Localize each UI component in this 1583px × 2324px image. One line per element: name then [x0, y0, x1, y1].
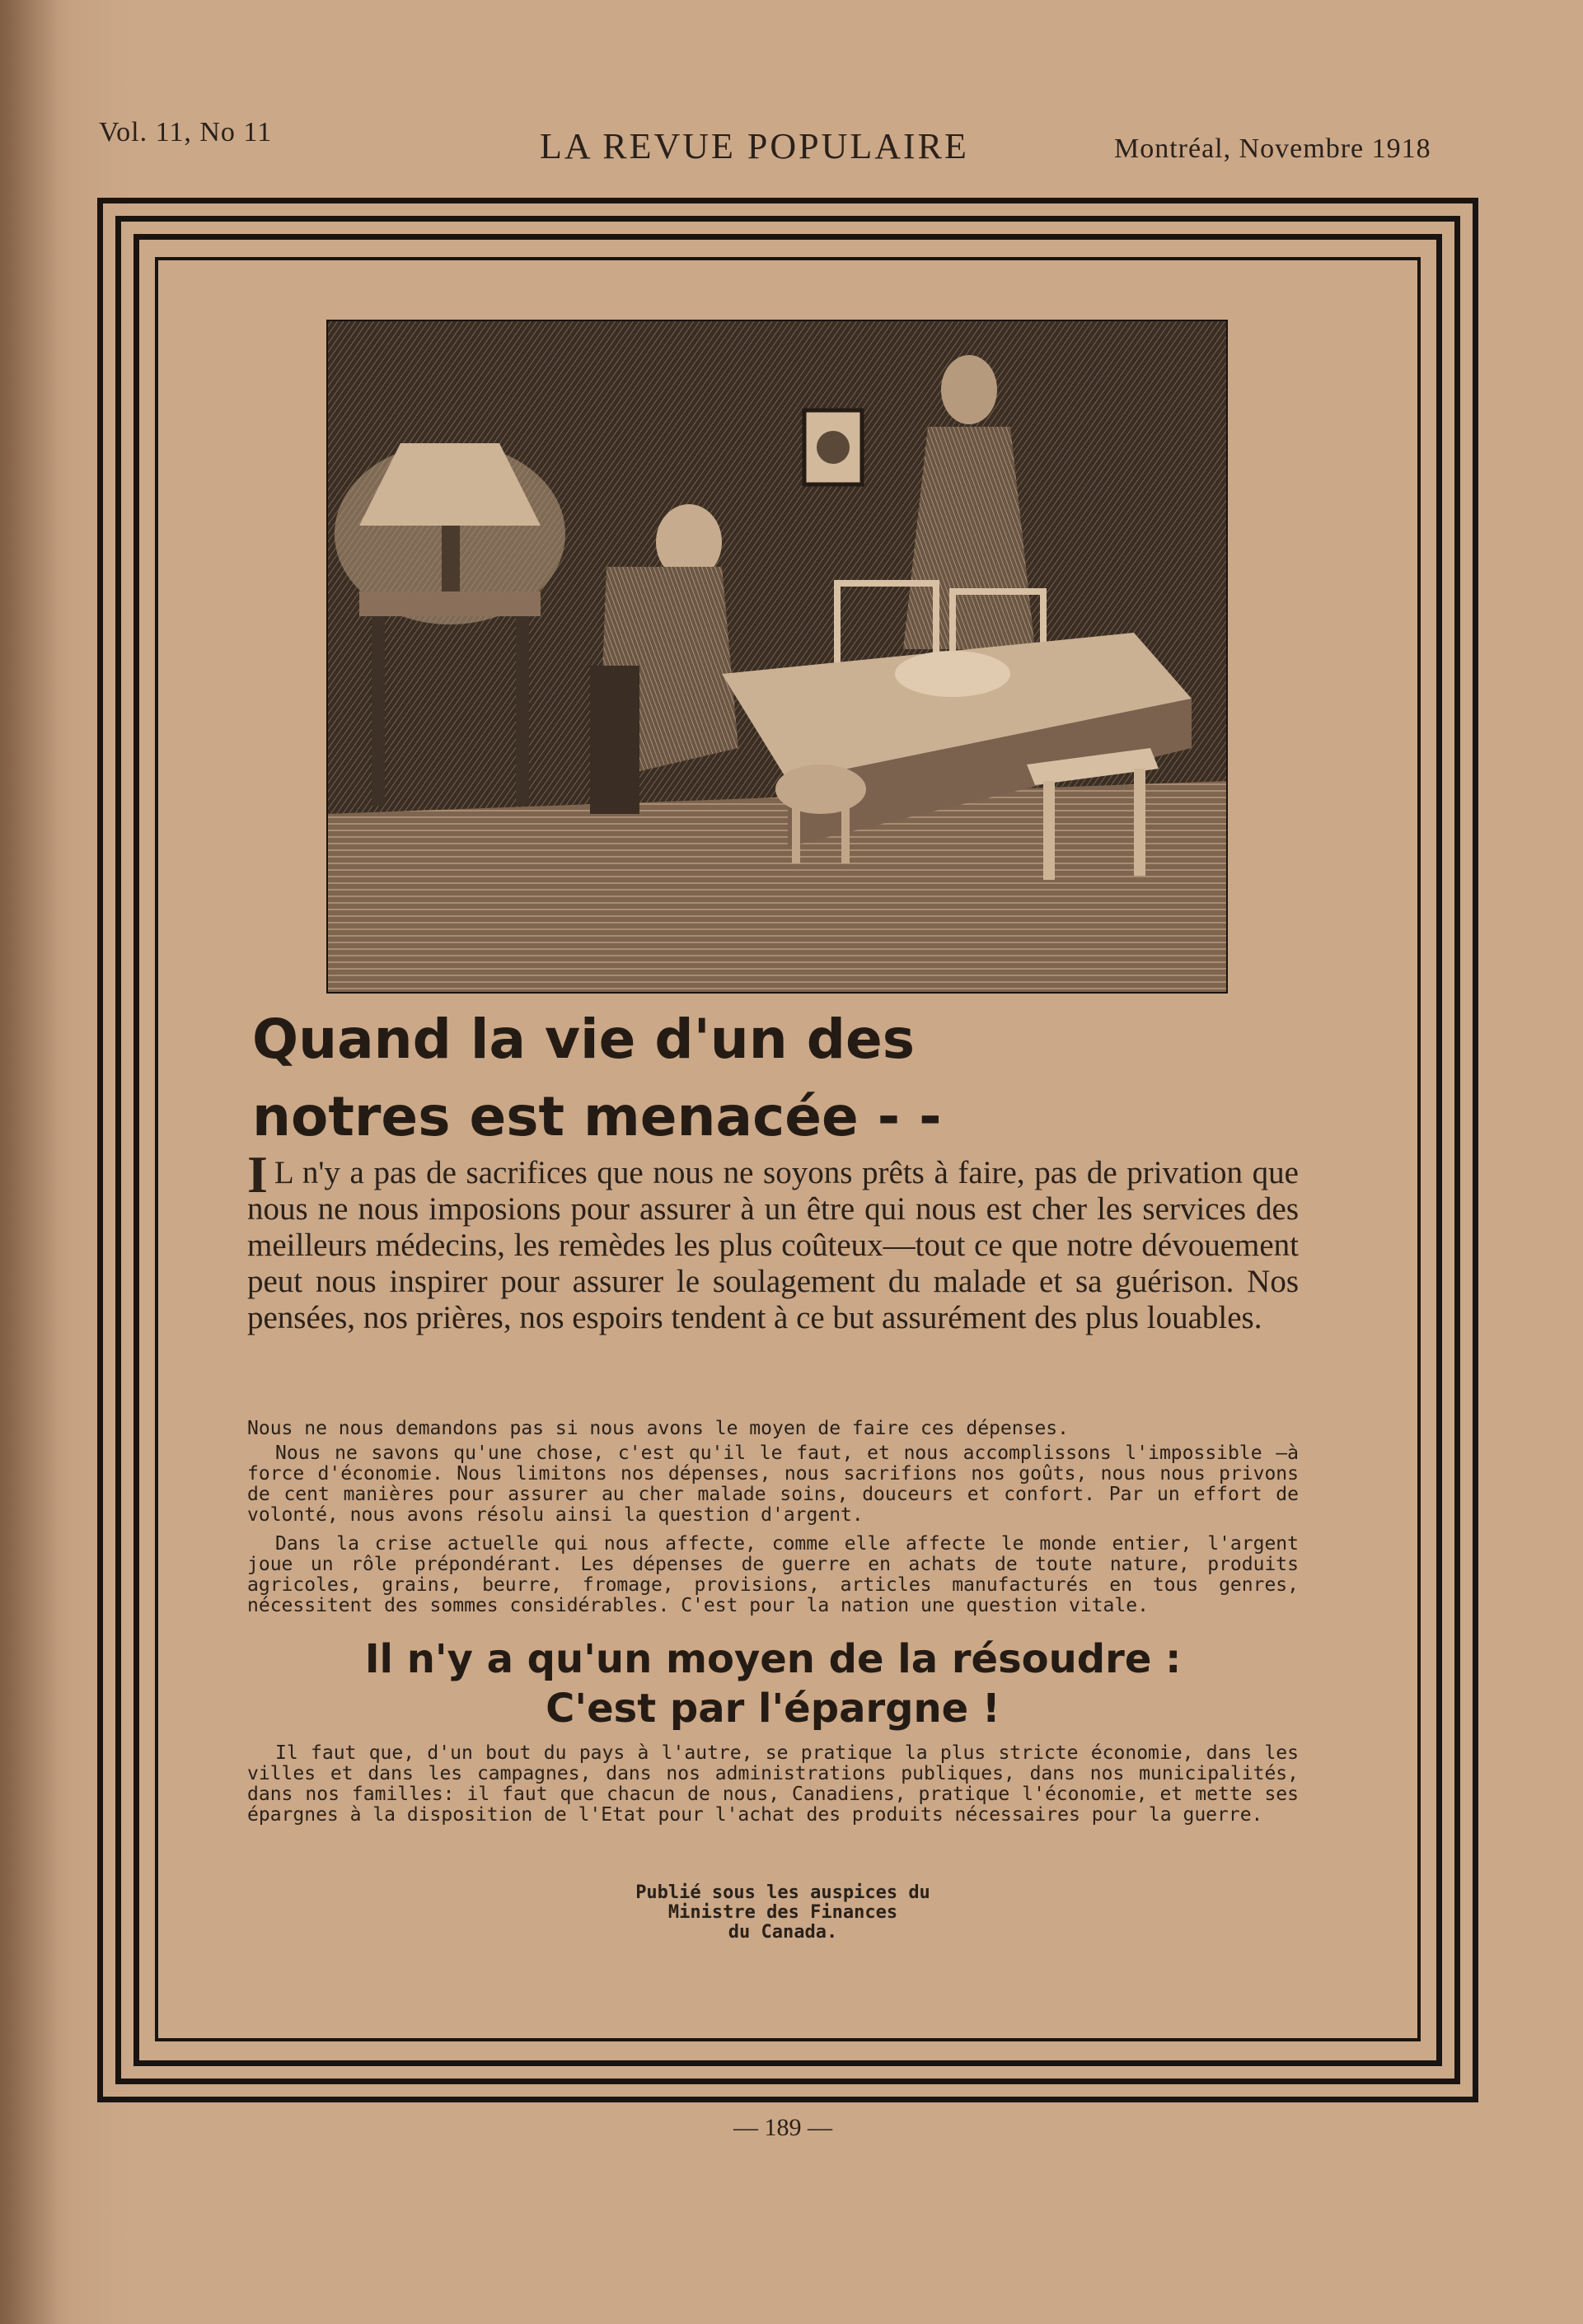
- publication-title: LA REVUE POPULAIRE: [540, 126, 969, 166]
- page-number: — 189 —: [733, 2114, 832, 2141]
- callout-heading: [247, 1634, 1299, 1733]
- article-headline: [252, 1001, 1241, 1156]
- body-paragraph-4-text: Il faut que, d'un bout du pays à l'autre, se pratique la plus stricte économie, dans les villes et dans les campagnes, dans nos administrations publiques, dans nos municipalités, dans nos familles: il faut que chacun de nous, Canadiens, pratique l'économie, et mette ses épargnes à la disposition de l'Etat pour l'achat des produits nécessaires pour la guerre.: [247, 1742, 1299, 1826]
- body-paragraph-2: [247, 1443, 1299, 1526]
- body-paragraph-2-text: Nous ne savons qu'une chose, c'est qu'il le faut, et nous accomplissons l'impossible —à force d'économie. Nous limitons nos dépenses, nous sacrifions nos goûts, nous nous privons de cent manières pour assurer au cher malade soins, douceurs et confort. Par un effort de volonté, nous avons résolu ainsi la question d'argent.: [247, 1443, 1299, 1526]
- sickroom-illustration: [326, 320, 1228, 994]
- body-paragraph-4: [247, 1743, 1299, 1826]
- binding-shadow: [0, 0, 58, 2324]
- callout-line-1: Il n'y a qu'un moyen de la résoudre :: [364, 1636, 1182, 1682]
- issue-date: Montréal, Novembre 1918: [1114, 133, 1431, 164]
- lead-paragraph: [247, 1145, 1299, 1336]
- lead-text: L n'y a pas de sacrifices que nous ne soyons prêts à faire, pas de privation que nous ne nous imposions pour assurer à un être qui nous est cher les services des meilleurs médecins, les remèdes les plus coûteux—tout ce que notre dévouement peut nous inspirer pour assurer le soulagement du malade et sa guérison. Nos pensées, nos prières, nos espoirs tendent à ce but assurément des plus louables.: [247, 1155, 1299, 1335]
- headline-line-1: Quand la vie d'un des: [252, 1008, 916, 1071]
- callout-line-2: C'est par l'épargne !: [546, 1686, 1000, 1732]
- credit-line-2: Ministre des Finances: [667, 1902, 898, 1923]
- headline-line-2: notres est menacée - -: [252, 1085, 942, 1148]
- credit-line-3: du Canada.: [728, 1922, 838, 1943]
- credit-line-1: Publié sous les auspices du: [635, 1882, 930, 1903]
- volume-label: Vol. 11, No 11: [99, 117, 273, 147]
- drop-cap: I: [247, 1145, 268, 1204]
- body-paragraph-3: [247, 1534, 1299, 1616]
- body-paragraph-1: Nous ne nous demandons pas si nous avons le moyen de faire ces dépenses.: [247, 1418, 1069, 1439]
- publisher-credit: [494, 1883, 1071, 1943]
- body-paragraph-3-text: Dans la crise actuelle qui nous affecte, comme elle affecte le monde entier, l'argent joue un rôle prépondérant. Les dépenses de guerre en achats de toute nature, produits agricoles, grains, beurre, fromage, provisions, articles manufacturés en tous genres, nécessitent des sommes considérables. C'est pour la nation une question vitale.: [247, 1533, 1299, 1616]
